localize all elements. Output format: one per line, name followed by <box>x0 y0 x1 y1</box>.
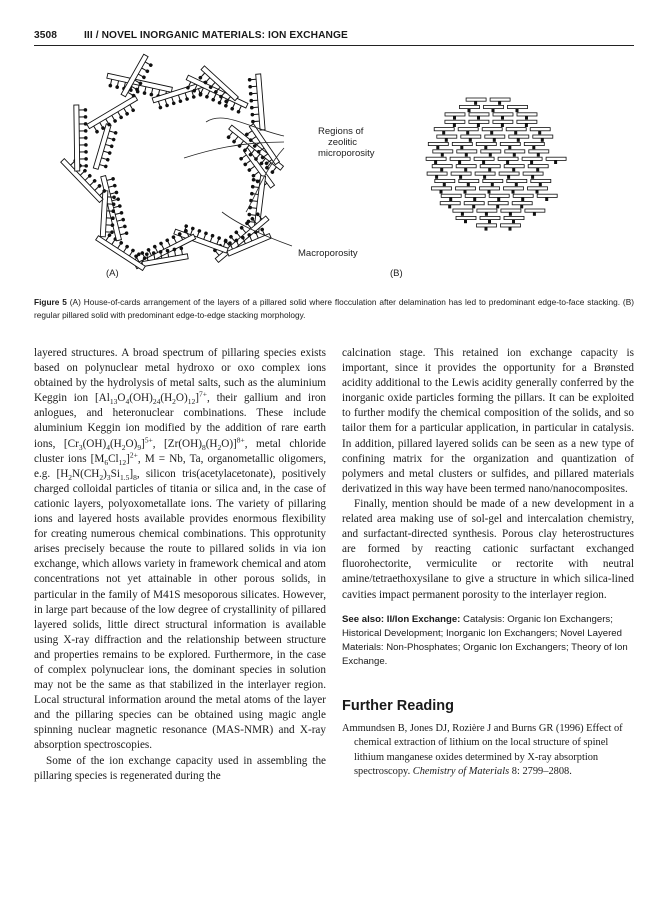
pillared-layer <box>465 194 485 197</box>
pillared-layer <box>464 202 484 205</box>
pillar <box>525 123 528 127</box>
section-title: III / NOVEL INORGANIC MATERIALS: ION EXCHANGE <box>84 30 348 41</box>
chromium-formula: $[Cr_3(OH)_4(H_2O)_9]^{5+}$ <box>63 434 153 452</box>
pillar <box>488 220 491 224</box>
pillared-layer <box>501 209 521 212</box>
clay-layer <box>248 74 265 131</box>
paragraph: Some of the ion exchange capacity used in assembling the pillaring species is regenerated during the <box>34 754 326 782</box>
pillared-layer <box>531 179 551 182</box>
see-also <box>342 613 634 669</box>
pillar <box>513 153 516 157</box>
keggin-formula: $[Al_{13}O_4(OH)_{24}(H_2O)_{12}]^{7+}$ <box>94 389 207 407</box>
see-also-label: See also: II/Ion Exchange: <box>342 613 461 625</box>
pillared-layer <box>459 179 479 182</box>
pillar <box>554 160 557 164</box>
pillared-layer <box>512 202 532 205</box>
pillar <box>449 197 452 201</box>
pillared-layer <box>524 142 544 145</box>
pillar <box>538 131 541 135</box>
pillar <box>464 168 467 172</box>
pillar <box>530 160 533 164</box>
running-header <box>34 30 634 45</box>
pillar <box>482 160 485 164</box>
pillar <box>485 212 488 216</box>
pillared-layer <box>437 135 457 138</box>
pillared-layer <box>475 172 495 175</box>
pillared-layer <box>488 202 508 205</box>
pillar <box>509 212 512 216</box>
label-a: (A) <box>106 268 119 279</box>
pillar <box>490 131 493 135</box>
pillared-layer <box>445 120 465 123</box>
reference-entry <box>342 722 634 780</box>
pillar <box>531 175 534 179</box>
pillared-layer <box>513 194 533 197</box>
pillared-layer <box>528 165 548 168</box>
pillared-layer <box>484 105 504 108</box>
pillar <box>488 190 491 194</box>
regular-pillared-layers <box>426 98 566 231</box>
pillar <box>541 138 544 142</box>
pillar <box>443 183 446 187</box>
pillar <box>474 101 477 105</box>
pillar <box>537 153 540 157</box>
pillared-layer <box>480 165 500 168</box>
paragraph: calcination stage. This retained ion exchange capacity is important, since it provides the opportunity for a Brønsted acidity additional to the Lewis acidity generally conferred by the inorganic oxide particles forming the pillars. It can be exploited to further modify the chemical composition of the solids, and so tailor them for a particular application, in particular in catalysis. In addition, pillared layered solids can be seen as a new type of confining matrix for the organization and quantization of polymers and metal clusters or sulfides, and pillared materials derivatized in this way have been termed nano/nanocomposites. <box>342 347 634 495</box>
metal-chloride-formula: $[M_6Cl_{12}]^{2+}$ <box>90 449 138 467</box>
pillar <box>498 101 501 105</box>
text-run: , their gallium and iron anlogues, and heteronuclear combinations. These include aluminium Keggin ion modified by the addition of rare earth ions, <box>34 392 327 450</box>
pillared-layer <box>432 165 452 168</box>
pillared-layer <box>480 187 500 190</box>
pillared-layer <box>427 172 447 175</box>
further-reading-heading: Further Reading <box>342 697 454 714</box>
pillared-layer <box>489 194 509 197</box>
pillar <box>539 183 542 187</box>
pillar <box>491 183 494 187</box>
pillared-layer <box>477 224 497 227</box>
pillar <box>496 205 499 209</box>
reference-tail: 8: 2799–2808. <box>509 766 572 778</box>
see-also-links[interactable]: Catalysis: Organic Ion Exchangers; Historical Development; Inorganic Ion Exchangers; Novel Layered Materials: Non-Phosphates; Organic Ion Exchangers; Theory of Ion Exchange. <box>342 613 628 667</box>
pillar <box>436 146 439 150</box>
pillared-layer <box>457 150 477 153</box>
pillared-layer <box>474 157 494 160</box>
pillared-layer <box>499 172 519 175</box>
clay-layer <box>210 210 269 262</box>
pillar <box>536 190 539 194</box>
pillar <box>465 153 468 157</box>
pillar <box>545 197 548 201</box>
pillared-layer <box>456 216 476 219</box>
pillar <box>441 153 444 157</box>
pillared-layer <box>461 135 481 138</box>
pillared-layer <box>508 105 528 108</box>
pillared-layer <box>483 179 503 182</box>
label-b: (B) <box>390 268 403 279</box>
pillar <box>514 131 517 135</box>
pillar <box>467 183 470 187</box>
pillar <box>477 123 480 127</box>
pillar <box>506 160 509 164</box>
pillar <box>497 197 500 201</box>
annot-macroporosity: Macroporosity <box>298 248 358 259</box>
paragraph: Finally, mention should be made of a new development in a related area making use of sol-gel and intercalation chemistry, and surfactant-directed synthesis. Porous clay heterostructures are formed by reacting cationic surfactant exchanged fluorohectorite, vermiculite or rectorite with neutral amine/tetraethoxysilane to give a structure in which silica-lined cavities impact permanent porosity to the interlayer region. <box>342 497 634 601</box>
pillared-layer <box>456 165 476 168</box>
pillared-layer <box>481 150 501 153</box>
pillar <box>464 220 467 224</box>
pillared-layer <box>529 150 549 153</box>
pillared-layer <box>537 194 557 197</box>
pillared-layer <box>530 128 550 131</box>
pillar <box>525 116 528 120</box>
text-run: , <box>152 437 165 450</box>
pillared-layer <box>432 187 452 190</box>
pillared-layer <box>476 142 496 145</box>
pillared-layer <box>505 150 525 153</box>
pillar <box>488 168 491 172</box>
pillared-layer <box>507 179 527 182</box>
text-run: , metal chloride cluster ions <box>34 437 326 465</box>
pillar <box>501 116 504 120</box>
pillar <box>483 175 486 179</box>
pillar <box>435 175 438 179</box>
pillared-layer <box>485 135 505 138</box>
pillared-layer <box>458 128 478 131</box>
pillared-layer <box>440 202 460 205</box>
pillar <box>448 205 451 209</box>
pillared-layer <box>533 135 553 138</box>
pillared-layer <box>466 98 486 101</box>
pillared-layer <box>490 98 510 101</box>
pillar <box>536 168 539 172</box>
pillared-layer <box>426 157 446 160</box>
pillared-layer <box>433 150 453 153</box>
organosilicon-formula: $[H_2N(CH_2)_3Si_{1.5}]_8$ <box>56 467 137 482</box>
pillared-layer <box>451 172 471 175</box>
pillared-layer <box>498 157 518 160</box>
pillar <box>515 183 518 187</box>
pillar <box>440 190 443 194</box>
right-column <box>342 346 634 780</box>
page-number: 3508 <box>34 30 58 41</box>
pillar <box>459 175 462 179</box>
pillar <box>445 138 448 142</box>
pillar <box>440 168 443 172</box>
pillar <box>501 123 504 127</box>
pillar <box>461 212 464 216</box>
pillared-layer <box>441 194 461 197</box>
pillared-layer <box>428 142 448 145</box>
pillar <box>434 160 437 164</box>
figure-caption <box>34 296 634 322</box>
pillar <box>533 212 536 216</box>
pillar <box>477 116 480 120</box>
pillar <box>458 160 461 164</box>
pillar <box>466 131 469 135</box>
pillared-layer <box>517 120 537 123</box>
pillar <box>484 146 487 150</box>
pillared-layer <box>469 120 489 123</box>
text-run: , silicon tris(acetylacetonate), positively charged colloidal particles of titania or silica and, in the case of cationic layers, polyoxometallate ions. The variety of pillaring ions and layered hosts available provides enormous flexibility for creating numerous chemical combinations. This opprotunity arises precisely because the route to pillared solids in via ion exchange, which allows variety in framework chemical and atom concentrations not yet attainable in other porous solids, in particular in the family of M41S mesoporous silicates. However, in large part because of the low degree of crystallinity of pillared layered solids, little direct structural information is available using X-ray diffraction and the relationship between structure and properties remains to be explored. Furthermore, in the case of complex polynuclear ions, the dominant species in solution may not be the same as that stabilized in the interlayer region. Local structural information around the metal atoms of the layer and the pillaring species can be obtained using magic angle spinning nuclear magnetic resonance (MAS-NMR) and X-ray absorption spectroscopies. <box>34 467 326 752</box>
pillar <box>485 227 488 231</box>
caption-text: (A) House-of-cards arrangement of the layers of a pillared solid where flocculation after delamination has led to predominant edge-to-face stacking. (B) regular pillared solid with predominant edge-to-edge stacking morphology. <box>34 297 634 320</box>
pillar <box>453 123 456 127</box>
header-rule <box>34 45 634 46</box>
pillared-layer <box>501 224 521 227</box>
pillar <box>442 131 445 135</box>
pillared-layer <box>477 209 497 212</box>
pillared-layer <box>504 165 524 168</box>
pillar <box>464 190 467 194</box>
caption-label: Figure 5 <box>34 297 67 307</box>
reference-journal: Chemistry of Materials <box>412 766 510 778</box>
pillar <box>453 116 456 120</box>
micro-leader-1 <box>206 118 284 136</box>
pillared-layer <box>506 128 526 131</box>
text-run: , M = Nb, Ta, organometallic oligomers, e.g. <box>34 452 326 480</box>
pillar <box>532 146 535 150</box>
reference-text: Ammundsen B, Jones DJ, Rozière J and Burns GR (1996) Effect of chemical extraction of lithium on the local structure of spinel lithium manganese oxides determined by X-ray absorption spectroscopy. <box>342 722 623 778</box>
pillared-layer <box>522 157 542 160</box>
pillared-layer <box>528 187 548 190</box>
clay-layer <box>74 105 88 171</box>
pillared-layer <box>434 128 454 131</box>
pillar <box>489 153 492 157</box>
pillar <box>520 205 523 209</box>
pillared-layer <box>500 142 520 145</box>
pillar <box>517 138 520 142</box>
house-of-cards-layers <box>61 54 284 270</box>
pillared-layer <box>482 128 502 131</box>
pillared-layer <box>460 105 480 108</box>
pillar <box>509 227 512 231</box>
pillar <box>469 138 472 142</box>
pillared-layer <box>517 113 537 116</box>
text-run: layered structures. A broad spectrum of pillaring species exists based on polynuclear metal hydroxo or oxo complex ions obtained by the hydrolysis of metal salts, such as the aluminium Keggin ion <box>34 347 326 405</box>
pillared-layer <box>504 216 524 219</box>
pillared-layer <box>523 172 543 175</box>
pillared-layer <box>509 135 529 138</box>
pillared-layer <box>504 187 524 190</box>
pillar <box>473 197 476 201</box>
pillared-layer <box>445 113 465 116</box>
pillared-layer <box>469 113 489 116</box>
left-column <box>34 346 326 784</box>
pillared-layer <box>525 209 545 212</box>
pillared-layer <box>452 142 472 145</box>
annot-regions: Regions of <box>318 126 364 137</box>
pillared-layer <box>435 179 455 182</box>
zirconium-formula: $[Zr(OH)_8(H_2O)]^{8+}$ <box>164 434 245 452</box>
annot-microporosity: microporosity <box>318 148 375 159</box>
pillar <box>508 146 511 150</box>
pillar <box>493 138 496 142</box>
pillar <box>512 168 515 172</box>
pillared-layer <box>493 113 513 116</box>
annot-zeolitic: zeolitic <box>328 137 358 148</box>
pillared-layer <box>480 216 500 219</box>
pillar <box>472 205 475 209</box>
pillared-layer <box>456 187 476 190</box>
clay-layer <box>87 96 142 136</box>
figure-5 <box>34 50 634 290</box>
pillar <box>460 146 463 150</box>
pillar <box>512 190 515 194</box>
pillar <box>516 109 519 113</box>
pillared-layer <box>493 120 513 123</box>
pillared-layer <box>453 209 473 212</box>
pillared-layer <box>546 157 566 160</box>
pillar <box>521 197 524 201</box>
pillar <box>468 109 471 113</box>
pillar <box>512 220 515 224</box>
pillar <box>492 109 495 113</box>
pillared-layer <box>450 157 470 160</box>
paragraph <box>34 346 326 754</box>
pillar <box>507 175 510 179</box>
